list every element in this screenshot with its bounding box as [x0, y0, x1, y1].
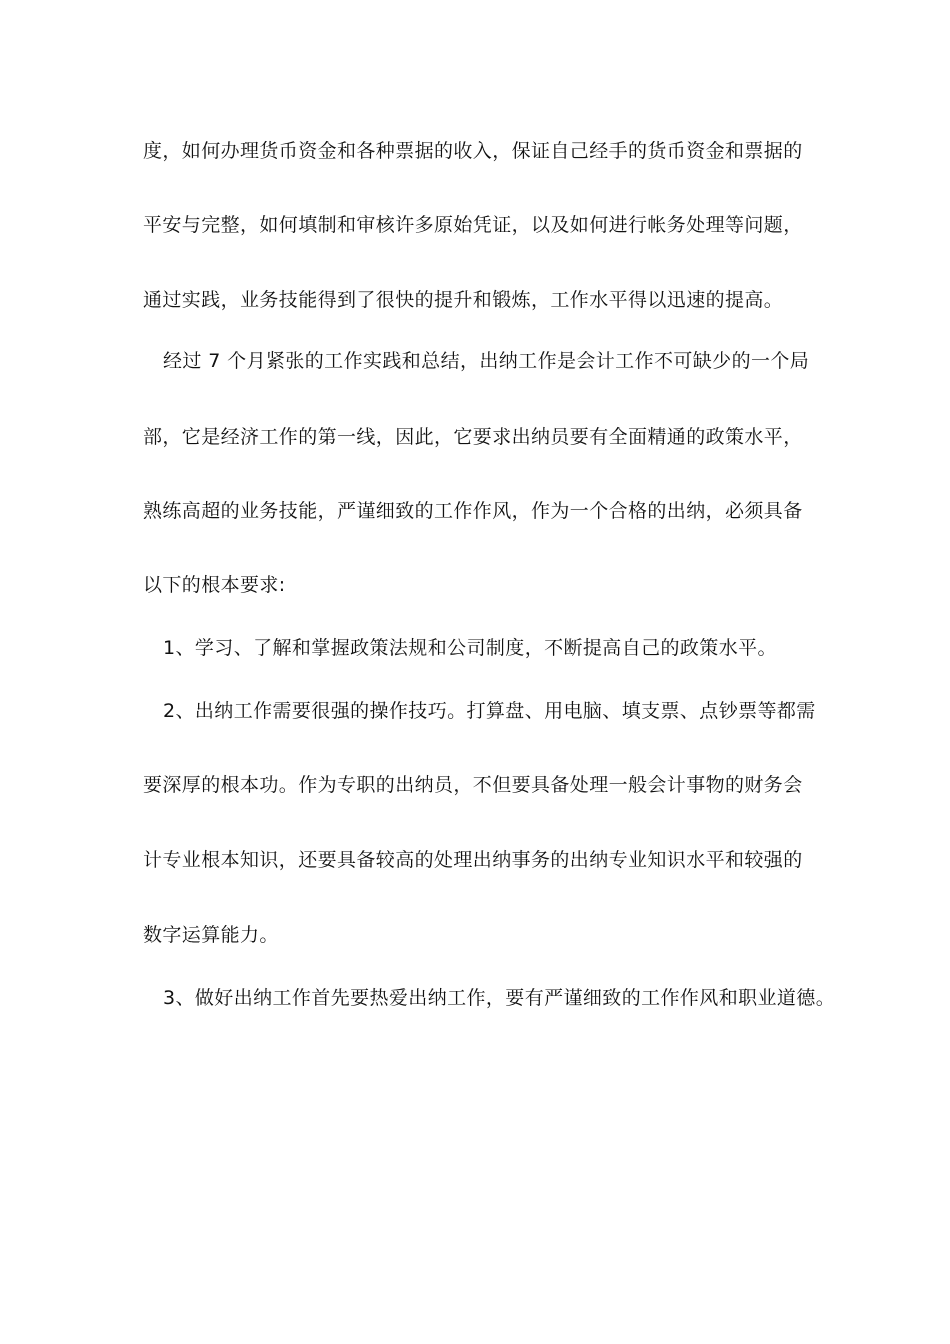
list-item: 1、学习、了解和掌握政策法规和公司制度，不断提高自己的政策水平。	[163, 637, 777, 659]
paragraph-line: 度，如何办理货币资金和各种票据的收入，保证自己经手的货币资金和票据的	[143, 140, 803, 162]
paragraph-line: 平安与完整，如何填制和审核许多原始凭证，以及如何进行帐务处理等问题，	[143, 214, 803, 236]
paragraph-line: 部，它是经济工作的第一线，因此，它要求出纳员要有全面精通的政策水平，	[143, 426, 803, 448]
paragraph-line: 以下的根本要求:	[143, 574, 286, 596]
paragraph-line: 通过实践，业务技能得到了很快的提升和锻炼，工作水平得以迅速的提高。	[143, 289, 784, 311]
paragraph-line: 经过 7 个月紧张的工作实践和总结，出纳工作是会计工作不可缺少的一个局	[163, 350, 810, 372]
paragraph-line: 计专业根本知识，还要具备较高的处理出纳事务的出纳专业知识水平和较强的	[143, 849, 803, 871]
list-item: 3、做好出纳工作首先要热爱出纳工作，要有严谨细致的工作作风和职业道德。	[163, 987, 836, 1009]
paragraph-line: 要深厚的根本功。作为专职的出纳员，不但要具备处理一般会计事物的财务会	[143, 774, 803, 796]
list-item: 2、出纳工作需要很强的操作技巧。打算盘、用电脑、填支票、点钞票等都需	[163, 700, 816, 722]
paragraph-line: 数字运算能力。	[143, 924, 279, 946]
paragraph-line: 熟练高超的业务技能，严谨细致的工作作风，作为一个合格的出纳，必须具备	[143, 500, 803, 522]
